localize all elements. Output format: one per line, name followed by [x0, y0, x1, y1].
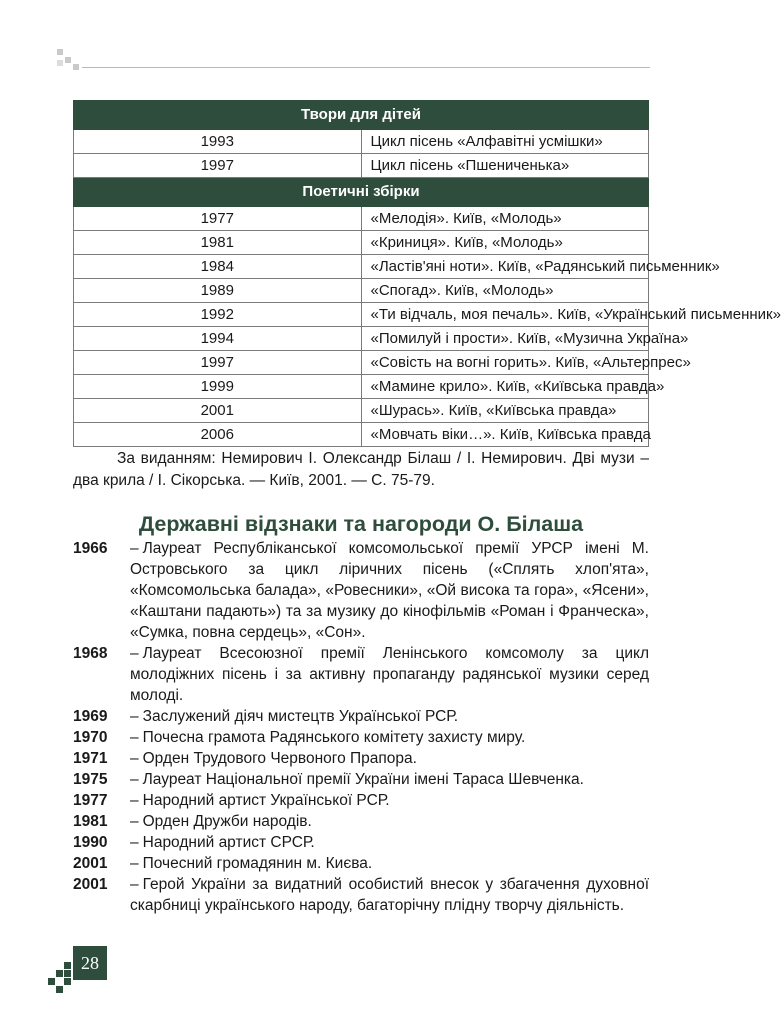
table-row	[74, 130, 649, 154]
award-dash: –	[130, 645, 139, 662]
row-year: 1977	[74, 207, 362, 231]
award-year: 1977	[73, 792, 108, 809]
awards-heading: Державні відзнаки та нагороди О. Білаша	[138, 512, 584, 536]
award-year: 1981	[73, 813, 108, 830]
corner-decoration	[56, 986, 63, 993]
award-year: 1968	[73, 645, 108, 662]
corner-decoration	[57, 60, 63, 66]
row-title: «Ластів'яні ноти». Київ, «Радянський письменник»	[361, 255, 649, 279]
award-item	[73, 790, 649, 811]
award-year: 2001	[73, 876, 108, 893]
award-year: 1971	[73, 750, 108, 767]
row-title: «Криниця». Київ, «Молодь»	[361, 231, 649, 255]
row-title: «Мовчать віки…». Київ, Київська правда	[361, 423, 649, 447]
row-year: 1984	[74, 255, 362, 279]
table-row	[74, 207, 649, 231]
page-number: 28	[73, 946, 107, 980]
table-row	[74, 423, 649, 447]
table-row	[74, 154, 649, 178]
award-text: Почесний громадянин м. Києва.	[142, 855, 373, 872]
award-item	[73, 748, 649, 769]
row-title: «Спогад». Київ, «Молодь»	[361, 279, 649, 303]
award-year: 1975	[73, 771, 108, 788]
award-text: Лауреат Республіканської комсомольської премії УРСР імені М. Островського за цикл ліричних пісень («Сплять хлоп'ята», «Комсомольська балада», «Ровесники», «Ой висока та гора», «Ясени», «Каштани падають») та за музику до кінофільмів «Роман і Франческа», «Сумка, повна сердець», «Сон».	[130, 540, 649, 641]
award-year: 2001	[73, 855, 108, 872]
table-row	[74, 231, 649, 255]
award-text: Почесна грамота Радянського комітету захисту миру.	[142, 729, 526, 746]
corner-decoration	[56, 970, 63, 977]
award-item	[73, 643, 649, 706]
award-item	[73, 874, 649, 916]
award-dash: –	[130, 708, 139, 725]
table-row	[74, 327, 649, 351]
award-text: Орден Трудового Червоного Прапора.	[142, 750, 417, 767]
award-text: Герой України за видатний особистий внесок у збагачення духовної скарбниці українського народу, багаторічну плідну творчу діяльність.	[130, 876, 649, 914]
row-year: 1993	[74, 130, 362, 154]
award-dash: –	[130, 876, 139, 893]
award-text: Лауреат Всесоюзної премії Ленінського комсомолу за цикл молодіжних пісень і за активну пропаганду радянської музики серед молоді.	[130, 645, 649, 704]
row-year: 2001	[74, 399, 362, 423]
award-dash: –	[130, 792, 139, 809]
award-item	[73, 811, 649, 832]
source-note: За виданням: Немирович І. Олександр Білаш / І. Немирович. Дві музи – два крила / І. Сікорська. — Київ, 2001. — С. 75-79.	[73, 450, 649, 489]
award-item	[73, 853, 649, 874]
row-year: 1999	[74, 375, 362, 399]
award-year: 1970	[73, 729, 108, 746]
award-item	[73, 832, 649, 853]
corner-decoration	[64, 978, 71, 985]
row-title: «Мамине крило». Київ, «Київська правда»	[361, 375, 649, 399]
row-year: 1997	[74, 351, 362, 375]
award-text: Заслужений діяч мистецтв Української РСР.	[142, 708, 459, 725]
table-row	[74, 279, 649, 303]
table-row	[74, 351, 649, 375]
award-year: 1969	[73, 708, 108, 725]
section-title: Поетичні збірки	[74, 178, 649, 207]
award-dash: –	[130, 540, 139, 557]
award-year: 1990	[73, 834, 108, 851]
row-title: «Мелодія». Київ, «Молодь»	[361, 207, 649, 231]
row-year: 1981	[74, 231, 362, 255]
source-note-block	[73, 448, 649, 492]
row-title: «Помилуй і прости». Київ, «Музична Україна»	[361, 327, 649, 351]
works-table	[73, 100, 781, 447]
corner-decoration	[73, 64, 79, 70]
award-dash: –	[130, 855, 139, 872]
table-section-header	[74, 101, 649, 130]
row-title: Цикл пісень «Алфавітні усмішки»	[361, 130, 649, 154]
award-item	[73, 538, 649, 643]
section-title: Твори для дітей	[74, 101, 649, 130]
row-year: 1989	[74, 279, 362, 303]
award-item	[73, 706, 649, 727]
row-year: 1992	[74, 303, 362, 327]
table-row	[74, 255, 649, 279]
award-dash: –	[130, 729, 139, 746]
row-title: «Совість на вогні горить». Київ, «Альтерпрес»	[361, 351, 649, 375]
award-year: 1966	[73, 540, 108, 557]
award-dash: –	[130, 771, 139, 788]
row-year: 2006	[74, 423, 362, 447]
award-text: Народний артист СРСР.	[142, 834, 315, 851]
award-dash: –	[130, 813, 139, 830]
corner-decoration	[64, 962, 71, 969]
award-text: Народний артист Української РСР.	[142, 792, 390, 809]
award-text: Лауреат Національної премії України імені Тараса Шевченка.	[142, 771, 584, 788]
table-row	[74, 375, 649, 399]
table-section-header	[74, 178, 649, 207]
corner-decoration	[48, 978, 55, 985]
table-row	[74, 399, 649, 423]
award-dash: –	[130, 834, 139, 851]
corner-decoration	[65, 57, 71, 63]
header-rule	[82, 67, 650, 68]
award-item	[73, 727, 649, 748]
row-title: «Ти відчаль, моя печаль». Київ, «Український письменник»	[361, 303, 649, 327]
row-title: «Шурась». Київ, «Київська правда»	[361, 399, 649, 423]
row-year: 1994	[74, 327, 362, 351]
corner-decoration	[64, 970, 71, 977]
award-text: Орден Дружби народів.	[142, 813, 312, 830]
award-item	[73, 769, 649, 790]
table-row	[74, 303, 649, 327]
corner-decoration	[57, 49, 63, 55]
awards-list	[73, 538, 649, 916]
row-year: 1997	[74, 154, 362, 178]
award-dash: –	[130, 750, 139, 767]
row-title: Цикл пісень «Пшениченька»	[361, 154, 649, 178]
